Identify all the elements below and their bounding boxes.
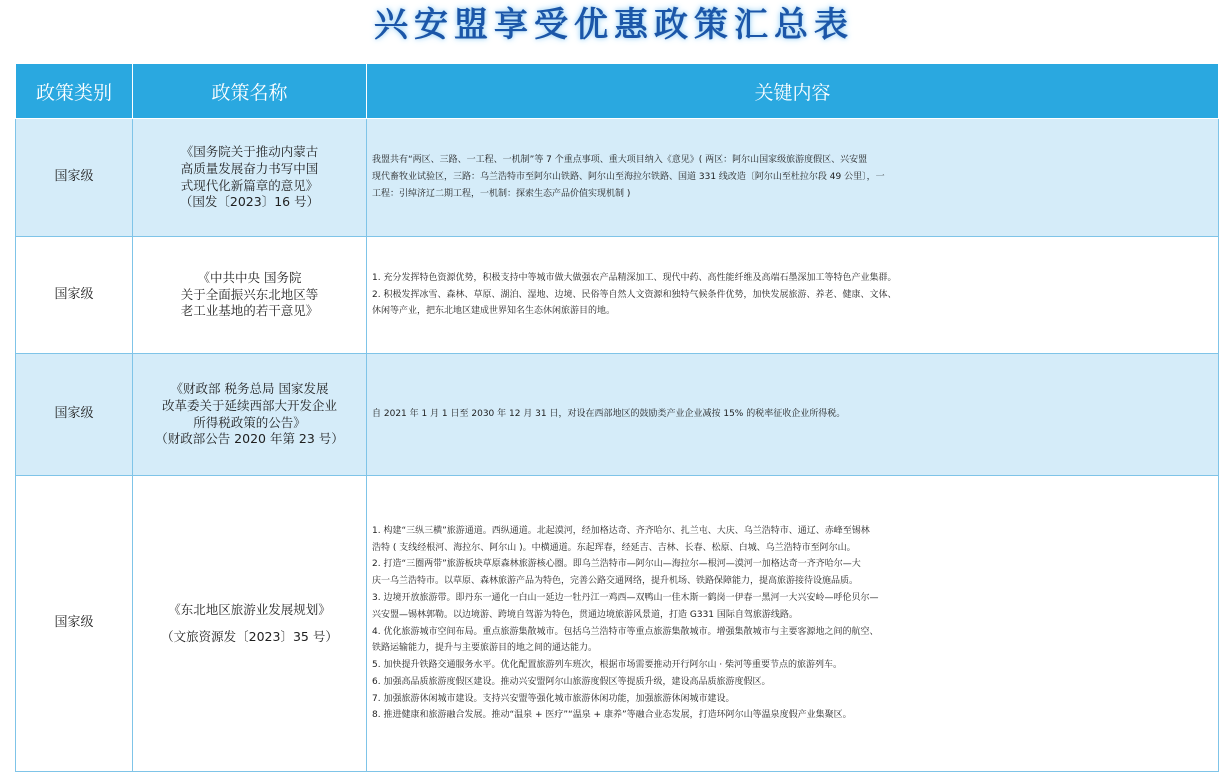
table-row xyxy=(16,119,1219,237)
content-line: 2. 积极发挥冰雪、森林、草原、湖泊、湿地、边境、民俗等自然人文资源和独特气候条件优势，加快发展旅游、养老、健康、文体、 xyxy=(372,289,897,300)
content-line: 1. 充分发挥特色资源优势，积极支持中等城市做大做强农产品精深加工、现代中药、高性能纤维及高端石墨深加工等特色产业集群。 xyxy=(372,272,897,283)
content-line: 1. 构建“三纵三横”旅游通道。西纵通道。北起漠河，经加格达奇、齐齐哈尔、扎兰屯、大庆、乌兰浩特市、通辽、赤峰至锡林 xyxy=(372,525,870,536)
policy-name-line: 改革委关于延续西部大开发企业 xyxy=(161,397,337,413)
content-line: 3. 边境开放旅游带。即丹东一通化一白山一延边一牡丹江一鸡西—双鸭山一佳木斯一鹤岗一伊春一黑河一大兴安岭—呼伦贝尔— xyxy=(372,592,879,603)
content-line: 我盟共有“两区、三路、一工程、一机制”等 7 个重点事项、重大项目纳入《意见》( 两区：阿尔山国家级旅游度假区、兴安盟 xyxy=(372,155,868,166)
policy-name-line: 《财政部 税务总局 国家发展 xyxy=(170,380,329,396)
content-line: 8. 推进健康和旅游融合发展。推动“温泉 + 医疗”“温泉 + 康养”等融合业态发展，打造环阿尔山等温泉度假产业集聚区。 xyxy=(372,710,852,721)
policy-name-line: 《东北地区旅游业发展规划》 xyxy=(168,601,331,617)
key-content-cell xyxy=(367,237,1219,354)
policy-table xyxy=(15,63,1219,772)
policy-name-line: 关于全面振兴东北地区等 xyxy=(180,286,319,302)
content-line: 工程：引绰济辽二期工程，一机制：探索生态产品价值实现机制 ) xyxy=(372,188,631,199)
policy-name-line: 《中共中央 国务院 xyxy=(197,269,302,285)
header-category: 政策类别 xyxy=(16,64,133,119)
content-line: 5. 加快提升铁路交通服务水平。优化配置旅游列车班次，根据市场需要推动开行阿尔山 · 柴河等重要节点的旅游列车。 xyxy=(372,660,843,671)
table-header-row xyxy=(16,64,1219,119)
policy-name-line: 《国务院关于推动内蒙古 xyxy=(180,143,319,159)
content-line: 兴安盟—锡林郭勒。以边境游、跨境自驾游为特色，贯通边境旅游风景道，打造 G331 国际自驾旅游线路。 xyxy=(372,609,798,620)
category-cell: 国家级 xyxy=(16,119,133,237)
category-cell: 国家级 xyxy=(16,354,133,476)
content-line: 铁路运输能力，提升与主要旅游目的地之间的通达能力。 xyxy=(372,643,598,654)
policy-name-line: 老工业基地的若干意见》 xyxy=(180,303,319,319)
key-content-cell xyxy=(367,354,1219,476)
content-line: 浩特 ( 支线经根河、海拉尔、阿尔山 )。中横通道。东起珲春，经延吉、吉林、长春、松原、白城、乌兰浩特市至阿尔山。 xyxy=(372,542,856,553)
policy-name-cell xyxy=(133,354,367,476)
policy-name-cell xyxy=(133,476,367,772)
key-content-cell xyxy=(367,476,1219,772)
policy-name-line: 式现代化新篇章的意见》 xyxy=(180,177,319,193)
content-line: 自 2021 年 1 月 1 日至 2030 年 12 月 31 日，对设在西部地区的鼓励类产业企业减按 15% 的税率征收企业所得税。 xyxy=(372,409,846,420)
content-line: 庆一乌兰浩特市。以草原、森林旅游产品为特色，完善公路交通网络，提升机场、铁路保障能力，提高旅游接待设施品质。 xyxy=(372,576,859,587)
category-cell: 国家级 xyxy=(16,237,133,354)
content-line: 4. 优化旅游城市空间布局。重点旅游集散城市。包括乌兰浩特市等重点旅游集散城市。增强集散城市与主要客源地之间的航空、 xyxy=(372,626,879,637)
category-cell: 国家级 xyxy=(16,476,133,772)
policy-name-line: 所得税政策的公告》 xyxy=(193,414,306,430)
line-gap xyxy=(139,619,360,629)
table-row xyxy=(16,354,1219,476)
key-content-cell xyxy=(367,119,1219,237)
content-line: 现代畜牧业试验区，三路：乌兰浩特市至阿尔山铁路、阿尔山至海拉尔铁路、国道 331 线改造〔阿尔山至杜拉尔段 49 公里〕，一 xyxy=(372,172,885,183)
header-policy-name: 政策名称 xyxy=(133,64,367,119)
content-line: 2. 打造“三圈两带”旅游板块草原森林旅游核心圈。即乌兰浩特市—阿尔山—海拉尔—根河—漠河一加格达奇一齐齐哈尔—大 xyxy=(372,559,861,570)
table-row xyxy=(16,237,1219,354)
policy-name-line: （财政部公告 2020 年第 23 号） xyxy=(155,431,344,447)
page-title: 兴安盟享受优惠政策汇总表 xyxy=(374,5,854,45)
policy-name-cell xyxy=(133,119,367,237)
policy-name-line: （文旅资源发〔2023〕35 号） xyxy=(161,628,338,644)
policy-name-line: （国发〔2023〕16 号） xyxy=(179,194,320,210)
policy-name-line: 高质量发展奋力书写中国 xyxy=(180,160,319,176)
content-line: 休闲等产业，把东北地区建成世界知名生态休闲旅游目的地。 xyxy=(372,306,616,317)
header-key-content: 关键内容 xyxy=(367,64,1219,119)
policy-name-cell xyxy=(133,237,367,354)
content-line: 7. 加强旅游休闲城市建设。支持兴安盟等强化城市旅游休闲功能，加强旅游休闲城市建设。 xyxy=(372,693,735,704)
content-line: 6. 加强高品质旅游度假区建设。推动兴安盟阿尔山旅游度假区等提质升级，建设高品质旅游度假区。 xyxy=(372,676,771,687)
table-row xyxy=(16,476,1219,772)
